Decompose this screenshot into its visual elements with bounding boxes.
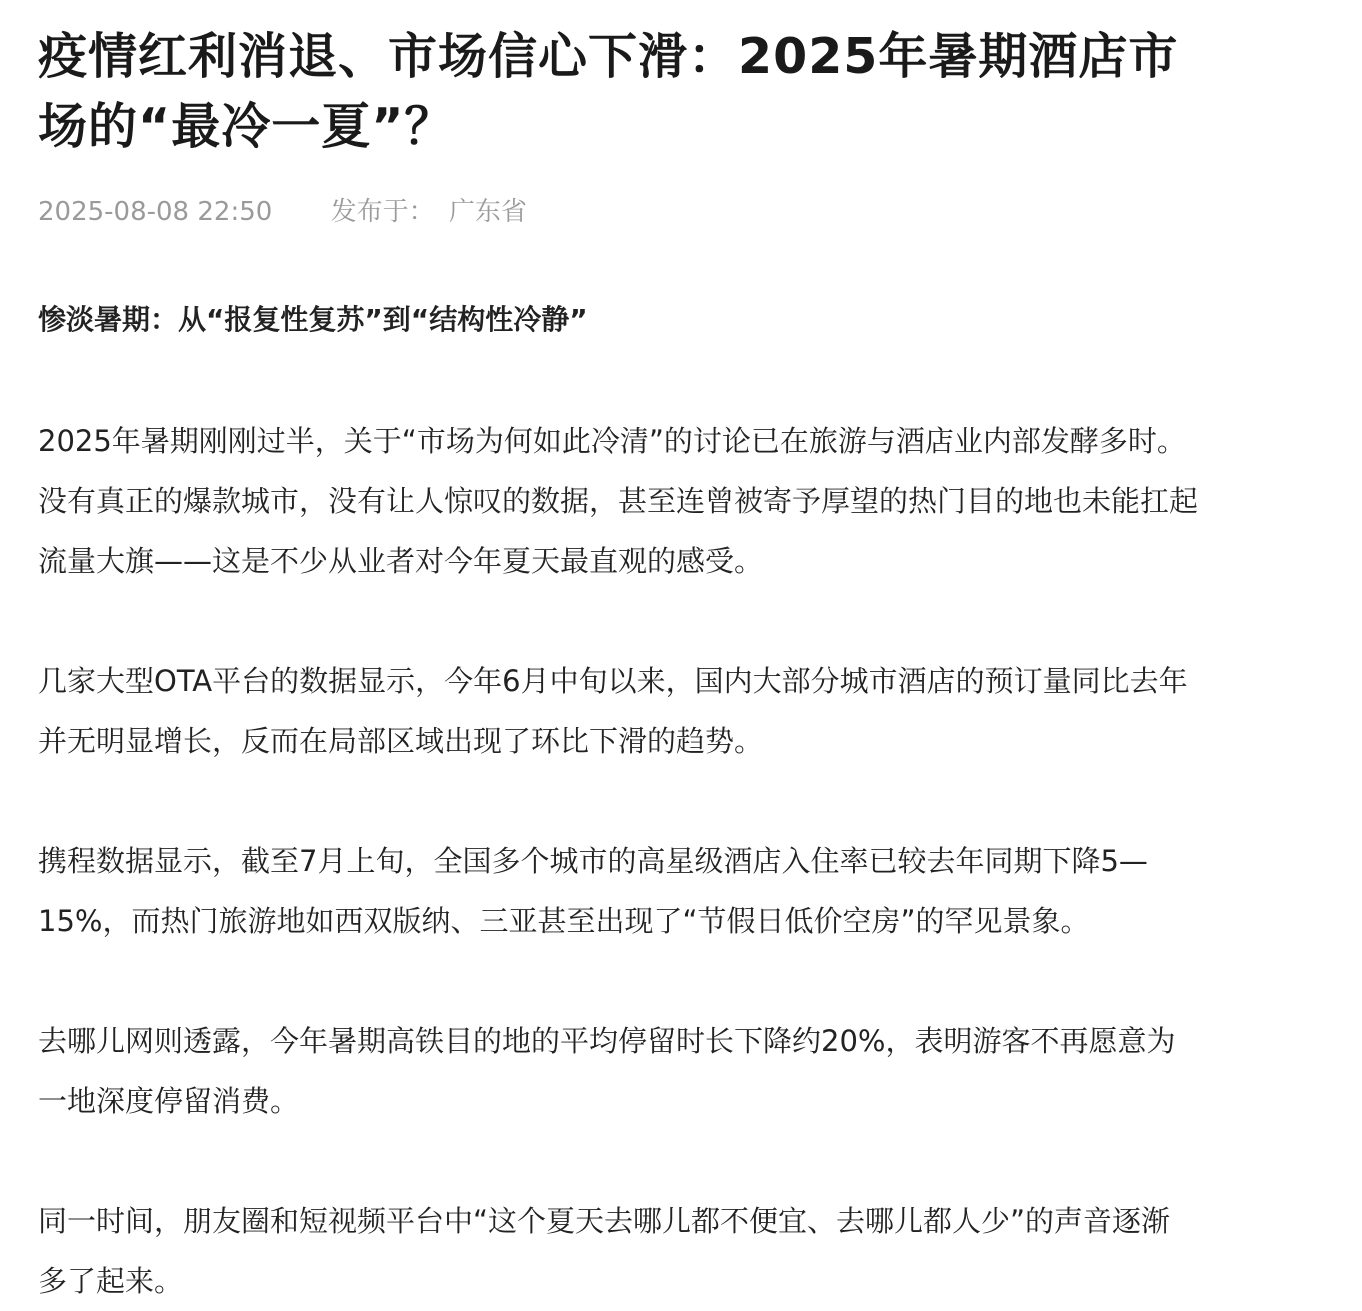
- paragraph-line: 2025年暑期刚刚过半，关于“市场为何如此冷清”的讨论已在旅游与酒店业内部发酵多时。: [38, 424, 1186, 458]
- paragraph-line: 去哪儿网则透露，今年暑期高铁目的地的平均停留时长下降约20%，表明游客不再愿意为: [38, 1024, 1176, 1058]
- publish-location: 广东省: [448, 197, 527, 227]
- paragraph-line: 一地深度停留消费。: [38, 1084, 300, 1118]
- publish-date: 2025-08-08 22:50: [38, 197, 273, 227]
- paragraph-line: 多了起来。: [38, 1264, 184, 1298]
- paragraph-line: 没有真正的爆款城市，没有让人惊叹的数据，甚至连曾被寄予厚望的热门目的地也未能扛起: [38, 484, 1199, 518]
- paragraph-line: 几家大型OTA平台的数据显示，今年6月中旬以来，国内大部分城市酒店的预订量同比去年: [38, 664, 1188, 698]
- section-heading: 惨淡暑期：从“报复性复苏”到“结构性冷静”: [38, 303, 588, 336]
- paragraph-line: 流量大旗——这是不少从业者对今年夏天最直观的感受。: [38, 544, 764, 578]
- paragraph-line: 15%，而热门旅游地如西双版纳、三亚甚至出现了“节假日低价空房”的罕见景象。: [38, 904, 1090, 938]
- paragraph: [38, 1191, 1328, 1311]
- paragraph: [38, 411, 1328, 591]
- title-line: 疫情红利消退、市场信心下滑：2025年暑期酒店市: [38, 28, 1179, 85]
- title-line: 场的“最冷一夏”？: [38, 98, 455, 155]
- article-title: [38, 0, 1328, 162]
- publish-location-label: 发布于：: [330, 197, 435, 227]
- paragraph: [38, 651, 1328, 771]
- paragraph-line: 同一时间，朋友圈和短视频平台中“这个夏天去哪儿都不便宜、去哪儿都人少”的声音逐渐: [38, 1204, 1171, 1238]
- paragraph: [38, 1011, 1328, 1131]
- article: [38, 0, 1328, 1311]
- paragraph-line: 携程数据显示，截至7月上旬，全国多个城市的高星级酒店入住率已较去年同期下降5—: [38, 844, 1148, 878]
- article-meta: [38, 196, 1328, 228]
- paragraph: [38, 831, 1328, 951]
- paragraph-line: 并无明显增长，反而在局部区域出现了环比下滑的趋势。: [38, 724, 764, 758]
